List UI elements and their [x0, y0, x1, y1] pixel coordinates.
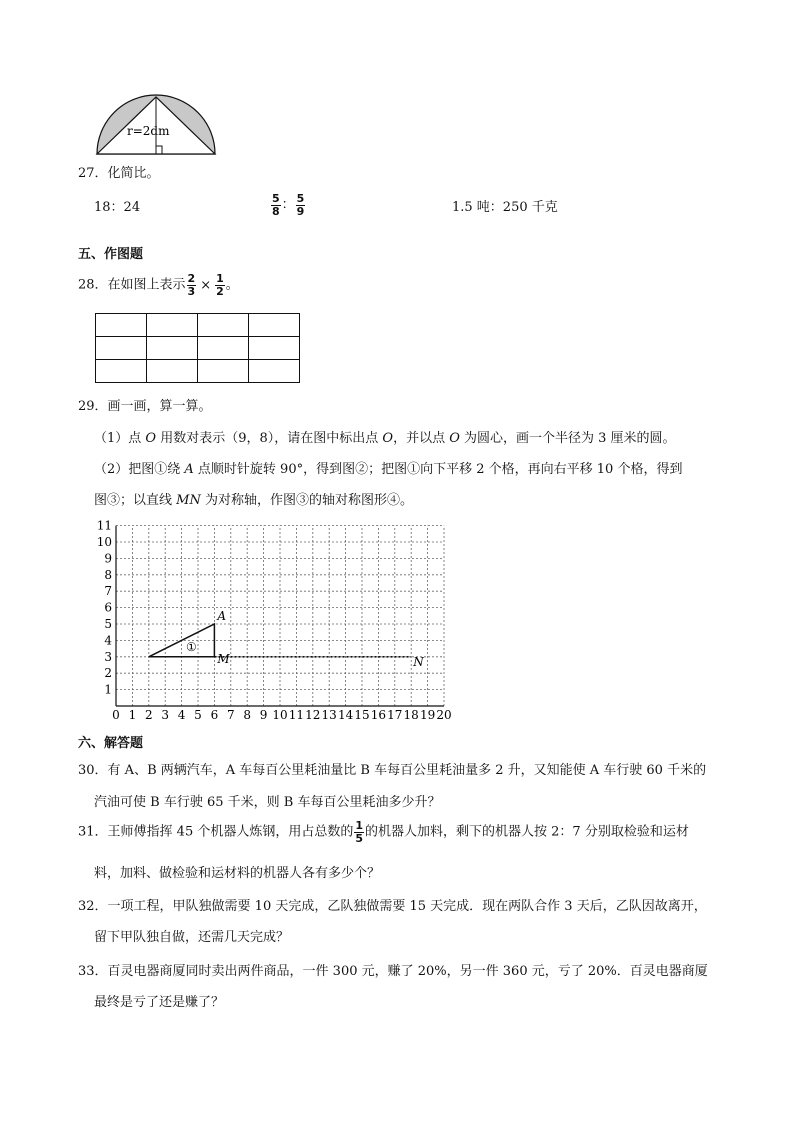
x-tick-label: 7 [226, 708, 235, 722]
x-tick-label: 12 [305, 708, 321, 722]
section-five-heading: 五、作图题 [78, 247, 144, 262]
y-tick-label: 7 [104, 584, 112, 599]
x-tick-label: 18 [403, 708, 419, 722]
q29-part1: （1）点 O 用数对表示（9，8），请在图中标出点 O，并以点 O 为圆心，画一个半径为 3 厘米的圆。 [94, 431, 676, 446]
x-tick-label: 2 [144, 708, 153, 722]
x-tick-label: 13 [321, 708, 337, 722]
y-tick-label: 5 [104, 617, 112, 631]
coordinate-grid [88, 512, 478, 724]
x-tick-label: 20 [436, 708, 452, 722]
q33-line1: 33．百灵电器商厦同时卖出两件商品，一件 300 元，赚了 20%，另一件 360 元，亏了 20%．百灵电器商厦 [78, 964, 708, 979]
x-tick-label: 6 [210, 708, 219, 722]
q33-line2: 最终是亏了还是赚了？ [94, 995, 225, 1010]
y-tick-label: 11 [96, 518, 112, 533]
x-tick-label: 3 [161, 708, 170, 722]
x-tick-label: 16 [370, 708, 387, 722]
x-tick-label: 0 [112, 708, 120, 722]
y-tick-label: 4 [104, 633, 112, 648]
point-m-label: M [217, 651, 230, 666]
fraction-5-9: $\frac{5}{9}$ [296, 192, 305, 218]
fraction-1-2: $\frac{1}{2}$ [216, 272, 224, 298]
q27-item2: $\frac{5}{8}$ ： $\frac{5}{9}$ [272, 192, 305, 218]
q28-text: 28．在如图上表示 $\frac{2}{3}$ × $\frac{1}{2}$ 。 [78, 272, 239, 298]
y-tick-label: 8 [104, 567, 112, 582]
x-tick-label: 11 [288, 708, 305, 722]
y-tick-label: 6 [104, 600, 112, 615]
y-tick-label: 10 [96, 535, 112, 549]
x-tick-label: 1 [128, 708, 137, 722]
x-tick-label: 4 [177, 708, 186, 722]
y-tick-label: 9 [104, 551, 112, 566]
fraction-5-8: $\frac{5}{8}$ [272, 192, 280, 218]
q29-part2-line1: （2）把图①绕 A 点顺时针旋转 90°，得到图②；把图①向下平移 2 个格，再向右平移 10 个格，得到 [94, 462, 683, 477]
y-tick-label: 3 [104, 649, 112, 664]
q32-line2: 留下甲队独自做，还需几天完成？ [94, 930, 290, 945]
figure-1-label: ① [186, 640, 197, 655]
y-tick-label: 1 [104, 682, 112, 697]
x-tick-label: 17 [387, 708, 403, 722]
q27-item1: 18：24 [94, 200, 141, 215]
q28-grid [95, 313, 300, 383]
x-tick-label: 10 [272, 708, 288, 722]
x-tick-label: 9 [259, 708, 268, 722]
point-n-label: N [413, 654, 424, 669]
x-tick-label: 5 [194, 708, 202, 722]
x-tick-label: 19 [419, 708, 436, 722]
x-tick-label: 8 [243, 708, 252, 722]
q30-line2: 汽油可使 B 车行驶 65 千米，则 B 车每百公里耗油多少升？ [94, 795, 441, 810]
q31-line1: 31．王师傅指挥 45 个机器人炼钢，用占总数的 $\frac{1}{5}$ 的机器人加料，剩下的机器人按 2：7 分别取检验和运材 [78, 819, 689, 845]
q27-title: 27．化简比。 [78, 166, 160, 181]
point-a-label: A [217, 609, 227, 623]
section-six-heading: 六、解答题 [78, 736, 144, 751]
q31-line2: 料，加料、做检验和运材料的机器人各有多少个？ [94, 866, 381, 881]
y-tick-label: 2 [104, 666, 112, 681]
q27-item3: 1.5 吨：250 千克 [452, 200, 558, 215]
q30-line1: 30．有 A、B 两辆汽车，A 车每百公里耗油量比 B 车每百公里耗油量多 2 升，又知能使 A 车行驶 60 千米的 [78, 763, 707, 778]
q32-line1: 32．一项工程，甲队独做需要 10 天完成，乙队独做需要 15 天完成．现在两队合作 3 天后，乙队因故离开， [78, 899, 707, 914]
q29-part2-line2: 图③；以直线 MN 为对称轴，作图③的轴对称图形④。 [94, 493, 413, 508]
semicircle-figure [94, 94, 218, 158]
fraction-2-3: $\frac{2}{3}$ [187, 272, 196, 298]
q29-title: 29．画一画，算一算。 [78, 399, 212, 414]
fraction-1-5: $\frac{1}{5}$ [355, 819, 364, 845]
x-tick-label: 14 [337, 708, 354, 722]
x-tick-label: 15 [354, 708, 370, 722]
radius-label: r=2dm [127, 124, 170, 138]
